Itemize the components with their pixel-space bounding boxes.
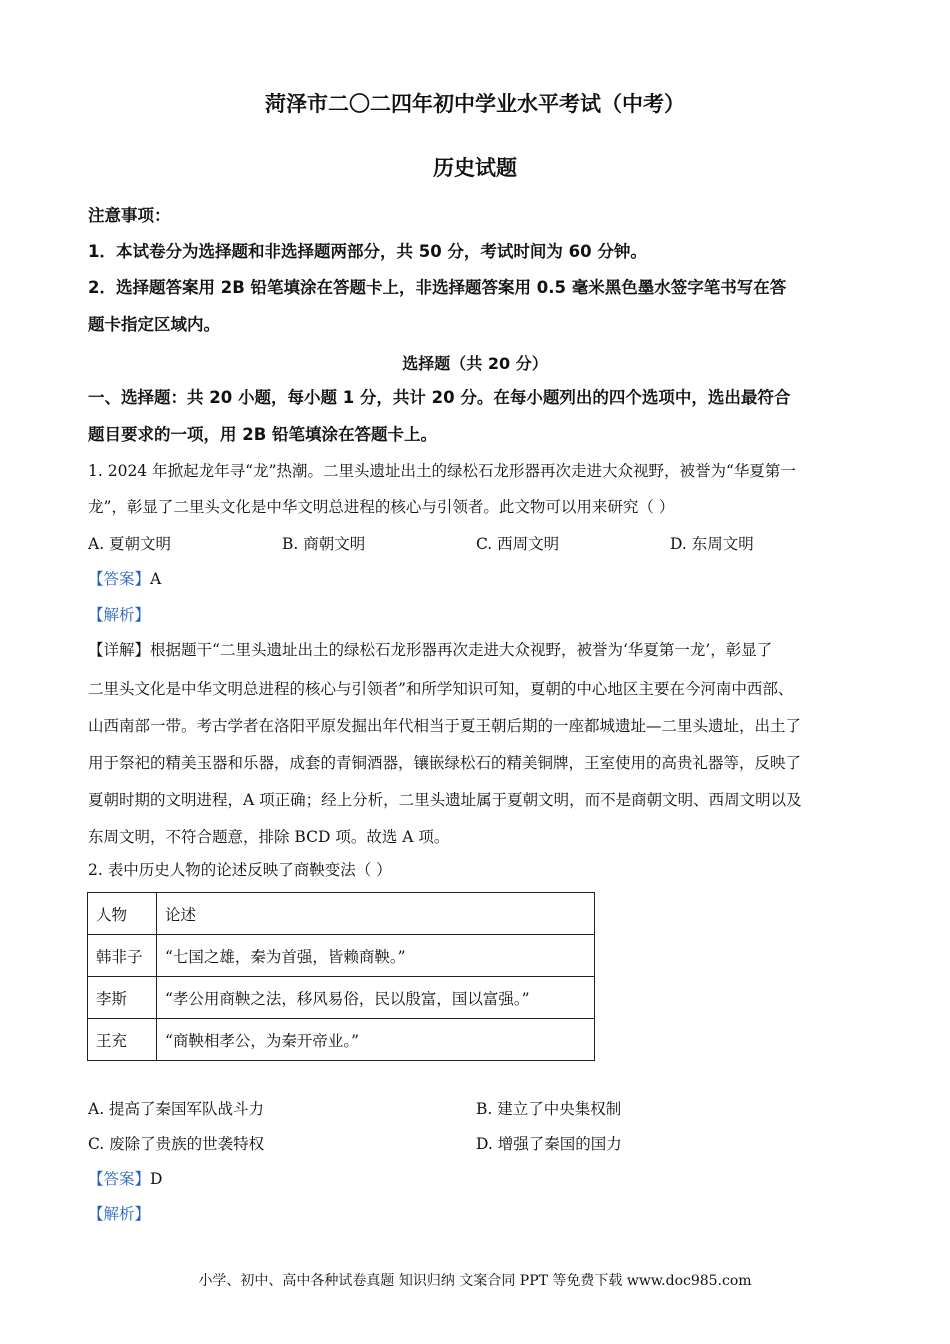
section-title: 选择题（共 20 分） bbox=[402, 354, 548, 373]
q1-analysis-tag: 【解析】 bbox=[88, 606, 151, 624]
table-row bbox=[88, 977, 595, 1019]
answer-value: D bbox=[150, 1170, 163, 1188]
page-title: 菏泽市二〇二四年初中学业水平考试（中考） bbox=[265, 92, 685, 116]
table-row bbox=[88, 935, 595, 977]
q1-stem-line-2: 龙”，彰显了二里头文化是中华文明总进程的核心与引领者。此文物可以用来研究（ ） bbox=[88, 498, 675, 516]
q2-option-a: A. 提高了秦国军队战斗力 bbox=[88, 1100, 265, 1118]
table-cell-quote: “七国之雄，秦为首强，皆赖商鞅。” bbox=[157, 935, 595, 977]
q1-option-b: B. 商朝文明 bbox=[282, 535, 366, 553]
q1-detail-line-6: 东周文明，不符合题意，排除 BCD 项。故选 A 项。 bbox=[88, 828, 450, 846]
table-cell-person: 王充 bbox=[88, 1019, 157, 1061]
q2-stem: 2. 表中历史人物的论述反映了商鞅变法（ ） bbox=[88, 861, 392, 879]
q1-detail-line-4: 用于祭祀的精美玉器和乐器，成套的青铜酒器，镶嵌绿松石的精美铜牌，王室使用的高贵礼器等，反映了 bbox=[88, 754, 802, 772]
detail-text: 根据题干“二里头遗址出土的绿松石龙形器再次走进大众视野，被誉为‘华夏第一龙’，彰显了 bbox=[150, 641, 773, 659]
table-cell-quote: “商鞅相孝公，为秦开帝业。” bbox=[157, 1019, 595, 1061]
table-header-cell: 论述 bbox=[157, 893, 595, 935]
q1-detail-line-1 bbox=[88, 640, 772, 660]
q1-detail-line-5: 夏朝时期的文明进程，A 项正确；经上分析，二里头遗址属于夏朝文明，而不是商朝文明、西周文明以及 bbox=[88, 791, 802, 809]
table-row bbox=[88, 1019, 595, 1061]
q2-option-d: D. 增强了秦国的国力 bbox=[476, 1135, 622, 1153]
q1-detail-line-3: 山西南部一带。考古学者在洛阳平原发掘出年代相当于夏王朝后期的一座都城遗址—二里头遗址，出土了 bbox=[88, 717, 802, 735]
q2-option-c: C. 废除了贵族的世袭特权 bbox=[88, 1135, 265, 1153]
notice-item-1: 1．本试卷分为选择题和非选择题两部分，共 50 分，考试时间为 60 分钟。 bbox=[88, 242, 647, 261]
answer-value: A bbox=[150, 570, 162, 588]
table-header-row bbox=[88, 893, 595, 935]
answer-tag: 【答案】 bbox=[88, 570, 151, 588]
section-intro-line-1: 一、选择题：共 20 小题，每小题 1 分，共计 20 分。在每小题列出的四个选项中，选出最符合 bbox=[88, 388, 791, 407]
q1-option-d: D. 东周文明 bbox=[670, 535, 754, 553]
notice-item-2-line-1: 2．选择题答案用 2B 铅笔填涂在答题卡上，非选择题答案用 0.5 毫米黑色墨水签字笔书写在答 bbox=[88, 278, 787, 297]
q1-stem-line-1: 1. 2024 年掀起龙年寻“龙”热潮。二里头遗址出土的绿松石龙形器再次走进大众视野，被誉为“华夏第一 bbox=[88, 462, 796, 480]
q2-analysis-tag: 【解析】 bbox=[88, 1205, 151, 1223]
page-footer: 小学、初中、高中各种试卷真题 知识归纳 文案合同 PPT 等免费下载 www.doc985.com bbox=[198, 1273, 752, 1289]
q1-answer bbox=[88, 569, 161, 589]
table-cell-person: 李斯 bbox=[88, 977, 157, 1019]
table-cell-person: 韩非子 bbox=[88, 935, 157, 977]
answer-tag: 【答案】 bbox=[88, 1170, 151, 1188]
q2-table bbox=[87, 892, 595, 1061]
q2-option-b: B. 建立了中央集权制 bbox=[476, 1100, 622, 1118]
table-header-cell: 人物 bbox=[88, 893, 157, 935]
page-subtitle: 历史试题 bbox=[433, 156, 517, 180]
q1-detail-line-2: 二里头文化是中华文明总进程的核心与引领者”和所学知识可知，夏朝的中心地区主要在今河南中西部、 bbox=[88, 680, 794, 698]
q1-option-c: C. 西周文明 bbox=[476, 535, 560, 553]
table-cell-quote: “孝公用商鞅之法，移风易俗，民以殷富，国以富强。” bbox=[157, 977, 595, 1019]
notice-heading: 注意事项： bbox=[88, 206, 171, 225]
section-intro-line-2: 题目要求的一项，用 2B 铅笔填涂在答题卡上。 bbox=[88, 425, 438, 444]
detail-tag: 【详解】 bbox=[88, 641, 151, 659]
q1-option-a: A. 夏朝文明 bbox=[88, 535, 172, 553]
notice-item-2-line-2: 题卡指定区域内。 bbox=[88, 315, 220, 334]
q2-answer bbox=[88, 1169, 162, 1189]
